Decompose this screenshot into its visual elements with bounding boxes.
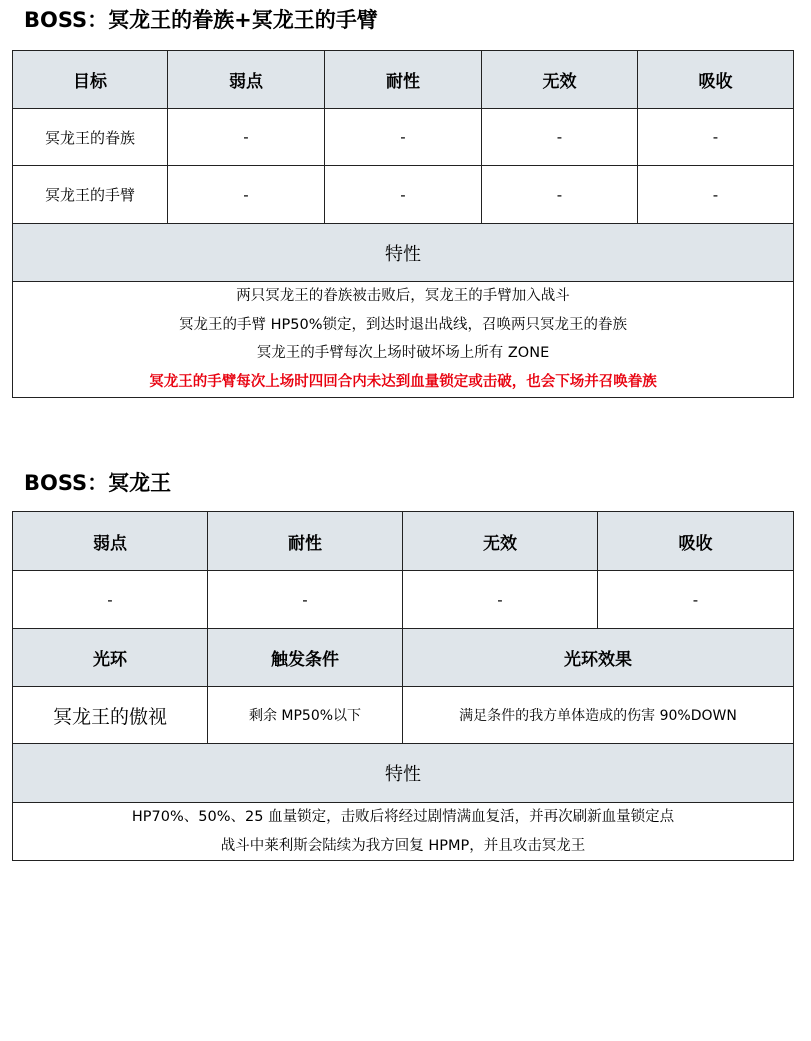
trait-line: 冥龙王的手臂 HP50%锁定，到达时退出战线，召唤两只冥龙王的眷族 [179, 316, 627, 333]
boss1-table [12, 50, 794, 398]
section2-title: BOSS：冥龙王 [24, 471, 172, 495]
header-resistance: 耐性 [208, 512, 403, 571]
absorb-value: - [638, 166, 794, 224]
table-row [13, 109, 794, 166]
header-aura-effect: 光环效果 [403, 629, 794, 687]
aura-effect: 满足条件的我方单体造成的伤害 90%DOWN [403, 687, 794, 744]
trait-line: 两只冥龙王的眷族被击败后，冥龙王的手臂加入战斗 [236, 288, 570, 304]
resistance-value: - [325, 166, 482, 224]
immune-value: - [482, 166, 638, 224]
resistance-value: - [208, 571, 403, 629]
table-row [13, 166, 794, 224]
header-weakness: 弱点 [168, 51, 325, 109]
header-aura: 光环 [13, 629, 208, 687]
header-immune: 无效 [403, 512, 598, 571]
immune-value: - [403, 571, 598, 629]
trait-line-highlight: 冥龙王的手臂每次上场时四回合内未达到血量锁定或击破，也会下场并召唤眷族 [149, 373, 657, 390]
weakness-value: - [168, 109, 325, 166]
section1-title: BOSS：冥龙王的眷族+冥龙王的手臂 [24, 8, 378, 32]
weakness-value: - [13, 571, 208, 629]
header-trigger: 触发条件 [208, 629, 403, 687]
traits-header: 特性 [13, 224, 794, 282]
absorb-value: - [598, 571, 794, 629]
traits-header: 特性 [13, 744, 794, 803]
header-target: 目标 [13, 51, 168, 109]
header-absorb: 吸收 [598, 512, 794, 571]
weakness-value: - [168, 166, 325, 224]
table-row [13, 571, 794, 629]
header-immune: 无效 [482, 51, 638, 109]
trait-line: 冥龙王的手臂每次上场时破坏场上所有 ZONE [256, 345, 550, 361]
traits-description [13, 282, 794, 398]
trait-line: 战斗中莱利斯会陆续为我方回复 HPMP，并且攻击冥龙王 [220, 837, 586, 854]
trait-line: HP70%、50%、25 血量锁定，击败后将经过剧情满血复活，并再次刷新血量锁定点 [131, 809, 675, 825]
header-weakness: 弱点 [13, 512, 208, 571]
header-resistance: 耐性 [325, 51, 482, 109]
target-name: 冥龙王的眷族 [13, 109, 168, 166]
target-name: 冥龙王的手臂 [13, 166, 168, 224]
traits-description [13, 803, 794, 861]
header-absorb: 吸收 [638, 51, 794, 109]
resistance-value: - [325, 109, 482, 166]
absorb-value: - [638, 109, 794, 166]
table-row [13, 687, 794, 744]
boss2-table [12, 511, 794, 861]
immune-value: - [482, 109, 638, 166]
aura-name: 冥龙王的傲视 [13, 687, 208, 744]
aura-condition: 剩余 MP50%以下 [208, 687, 403, 744]
